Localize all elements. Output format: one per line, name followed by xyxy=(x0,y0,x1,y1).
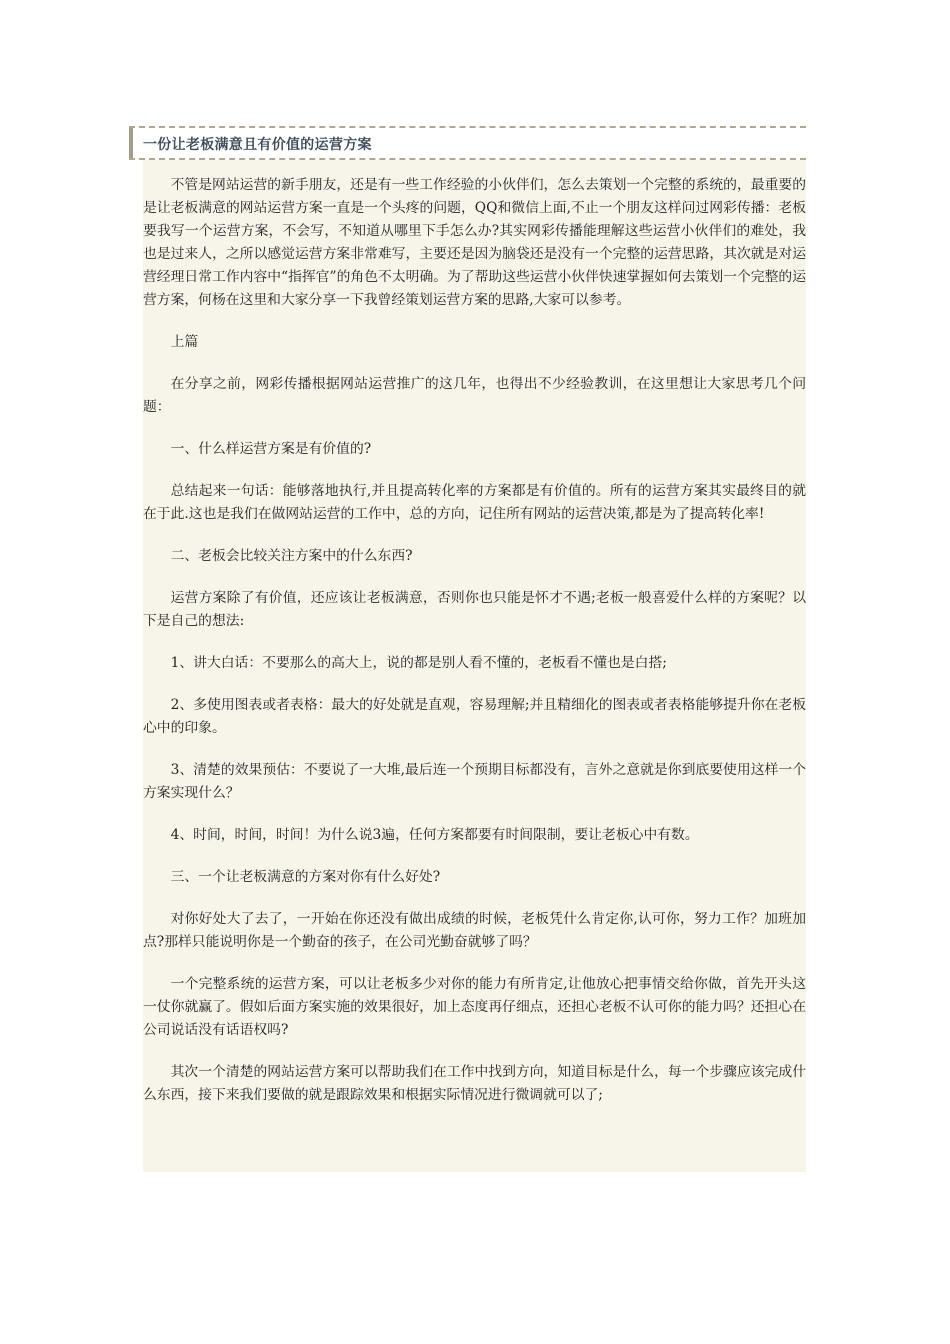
article-header xyxy=(129,126,806,160)
paragraph-answer-3a: 对你好处大了去了，一开始在你还没有做出成绩的时候，老板凭什么肯定你,认可你，努力工作？加班加点?那样只能说明你是一个勤奋的孩子，在公司光勤奋就够了吗？ xyxy=(143,911,806,950)
paragraph-questions-intro: 在分享之前，网彩传播根据网站运营推广的这几年，也得出不少经验教训，在这里想让大家思考几个问题： xyxy=(143,376,806,415)
list-item-3: 3、清楚的效果预估：不要说了一大堆,最后连一个预期目标都没有，言外之意就是你到底要使用这样一个方案实现什么？ xyxy=(143,762,806,801)
list-item-1: 1、讲大白话：不要那么的高大上，说的都是别人看不懂的，老板看不懂也是白搭; xyxy=(170,655,667,671)
paragraph-intro: 不管是网站运营的新手朋友，还是有一些工作经验的小伙伴们，怎么去策划一个完整的系统的，最重要的是让老板满意的网站运营方案一直是一个头疼的问题，QQ和微信上面,不止一个朋友这样问过网彩传播：老板要我写一个运营方案，不会写，不知道从哪里下手怎么办?其实网彩传播能理解这些运营小伙伴们的难处，我也是过来人，之所以感觉运营方案非常难写，主要还是因为脑袋还是没有一个完整的运营思路，其次就是对运营经理日常工作内容中“指挥官”的角色不太明确。为了帮助这些运营小伙伴快速掌握如何去策划一个完整的运营方案，何杨在这里和大家分享一下我曾经策划运营方案的思路,大家可以参考。 xyxy=(143,177,806,308)
list-item-4: 4、时间，时间，时间！为什么说3遍，任何方案都要有时间限制，要让老板心中有数。 xyxy=(170,827,699,843)
paragraph-answer-1: 总结起来一句话：能够落地执行,并且提高转化率的方案都是有价值的。所有的运营方案其实最终目的就在于此.这也是我们在做网站运营的工作中，总的方向，记住所有网站的运营决策,都是为了提高转化率! xyxy=(143,483,806,522)
question-heading-3: 三、一个让老板满意的方案对你有什么好处? xyxy=(170,869,441,885)
question-heading-2: 二、老板会比较关注方案中的什么东西? xyxy=(170,548,413,564)
article-title: 一份让老板满意且有价值的运营方案 xyxy=(143,137,372,153)
paragraph-answer-3c: 其次一个清楚的网站运营方案可以帮助我们在工作中找到方向，知道目标是什么，每一个步骤应该完成什么东西，接下来我们要做的就是跟踪效果和根据实际情况进行微调就可以了; xyxy=(143,1064,806,1103)
article-body xyxy=(143,160,806,1172)
paragraph-answer-2: 运营方案除了有价值，还应该让老板满意，否则你也只能是怀才不遇;老板一般喜爱什么样的方案呢？以下是自己的想法: xyxy=(143,590,806,629)
question-heading-1: 一、什么样运营方案是有价值的? xyxy=(170,441,372,457)
header-accent-bar xyxy=(129,128,133,158)
list-item-2: 2、多使用图表或者表格：最大的好处就是直观，容易理解;并且精细化的图表或者表格能够提升你在老板心中的印象。 xyxy=(143,697,806,736)
section-heading-part-one: 上篇 xyxy=(170,334,199,350)
paragraph-answer-3b: 一个完整系统的运营方案，可以让老板多少对你的能力有所肯定,让他放心把事情交给你做，首先开头这一仗你就赢了。假如后面方案实施的效果很好，加上态度再仔细点，还担心老板不认可你的能力吗？还担心在公司说话没有话语权吗? xyxy=(143,976,806,1038)
